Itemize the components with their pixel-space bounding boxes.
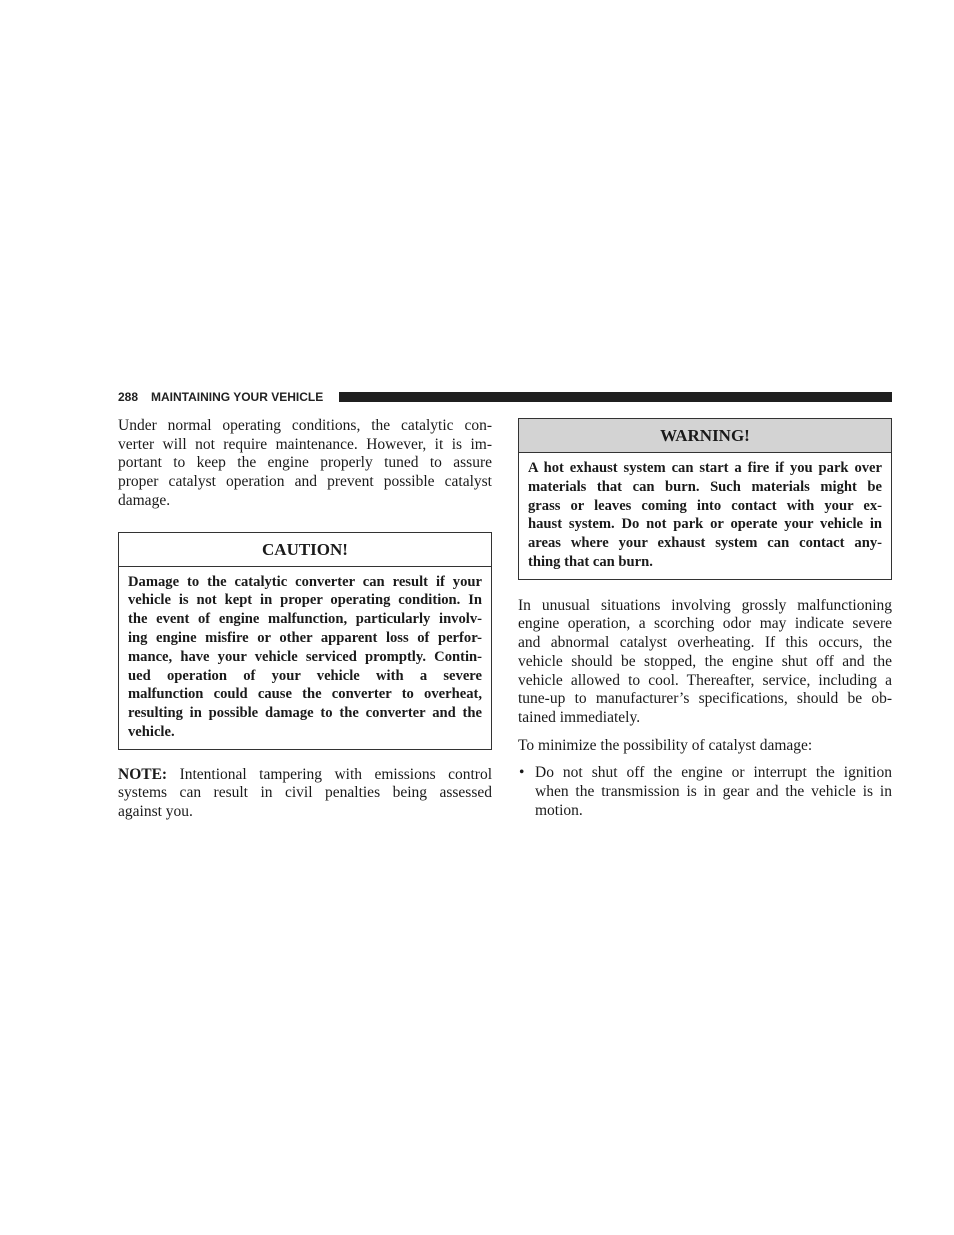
text-line: In unusual situations involving grossly malfunctioning [518, 596, 892, 614]
text-line: To minimize the possibility of catalyst damage: [518, 736, 813, 754]
text-line: ued operation of your vehicle with a severe [128, 667, 482, 684]
text-line: Do not shut off the engine or interrupt the ignition [535, 764, 892, 782]
note-first-line: Intentional tampering with emissions control [179, 765, 493, 783]
text-line: damage. [118, 491, 171, 509]
text-line: grass or leaves coming into contact with your ex- [528, 497, 882, 514]
text-line: the event of engine malfunction, particularly involv- [128, 611, 482, 628]
minimize-paragraph [518, 737, 892, 756]
bullet-dot-icon: • [519, 764, 525, 782]
note-label: NOTE: [118, 765, 168, 783]
text-line: materials that can burn. Such materials might be [528, 478, 882, 495]
text-line: thing that can burn. [528, 553, 653, 570]
caution-body [119, 567, 491, 749]
text-line: when the transmission is in gear and the vehicle is in [535, 783, 892, 801]
bullet-text [535, 764, 892, 820]
warning-body [519, 453, 891, 579]
note-paragraph [118, 766, 492, 822]
text-line: Under normal operating conditions, the catalytic con- [118, 417, 492, 434]
text-line: portant to keep the engine properly tuned to assure [118, 454, 492, 472]
text-line: systems can result in civil penalties being assessed [118, 784, 492, 802]
text-line: areas where your exhaust system can contact any- [528, 535, 882, 552]
header-rule [339, 392, 892, 402]
text-line: Damage to the catalytic converter can result if your [128, 573, 482, 590]
text-line: and abnormal catalyst overheating. If this occurs, the [518, 634, 892, 652]
warning-box [518, 418, 892, 580]
text-line: vehicle is not kept in proper operating condition. In [128, 592, 482, 609]
page-header [118, 389, 892, 405]
bullet-item [518, 764, 892, 820]
text-line: vehicle allowed to cool. Thereafter, service, including a [518, 671, 892, 689]
intro-paragraph [118, 417, 492, 511]
text-line: vehicle should be stopped, the engine shut off and the [518, 652, 892, 670]
caution-box [118, 532, 492, 750]
text-line: malfunction could cause the converter to overheat, [128, 686, 482, 703]
section-title: MAINTAINING YOUR VEHICLE [151, 390, 324, 404]
overheating-paragraph [518, 597, 892, 728]
text-line: A hot exhaust system can start a fire if you park over [528, 460, 882, 476]
text-line: against you. [118, 803, 193, 821]
caution-text [128, 573, 482, 742]
text-line: motion. [535, 801, 583, 819]
text-line [118, 766, 492, 785]
page-number: 288 [118, 390, 139, 404]
text-line: proper catalyst operation and prevent possible catalyst [118, 473, 492, 491]
text-line: engine operation, a scorching odor may indicate severe [518, 615, 892, 633]
left-column [118, 417, 492, 822]
text-line: ing engine misfire or other apparent loss of perfor- [128, 629, 482, 646]
text-line: tune-up to manufacturer’s specifications, should be ob- [518, 690, 892, 708]
warning-text [528, 459, 882, 572]
text-line: verter will not require maintenance. However, it is im- [118, 435, 492, 453]
text-line: mance, have your vehicle serviced promptly. Contin- [128, 648, 482, 665]
text-line: tained immediately. [518, 709, 641, 726]
warning-title: WARNING! [519, 419, 891, 453]
caution-title: CAUTION! [119, 533, 491, 567]
text-line: vehicle. [128, 723, 175, 740]
text-line: resulting in possible damage to the converter and the [128, 705, 482, 722]
text-line: haust system. Do not park or operate your vehicle in [528, 516, 882, 533]
right-column [518, 418, 892, 821]
